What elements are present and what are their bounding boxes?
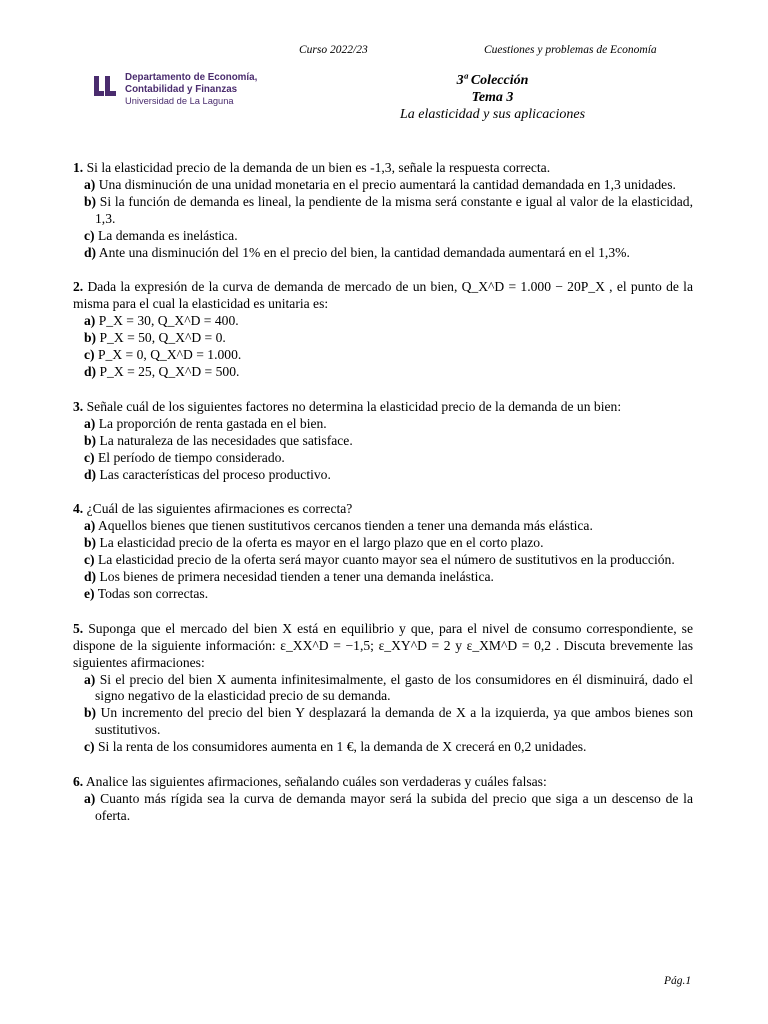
option-letter: a) (84, 518, 96, 534)
answer-option (84, 330, 693, 347)
answer-option (84, 228, 693, 245)
question-text: Si la elasticidad precio de la demanda de un bien es -1,3, señale la respuesta correcta. (86, 160, 551, 175)
document-titles (360, 72, 625, 123)
option-letter: c) (84, 449, 95, 465)
answer-option (84, 569, 693, 586)
option-letter: d) (84, 244, 97, 260)
page-number: Pág.1 (664, 975, 692, 987)
option-letter: c) (84, 227, 95, 243)
collection-title: 3ª Colección (456, 73, 529, 88)
question-text: Dada la expresión de la curva de demanda de mercado de un bien, Q_X^D = 1.000 − 20P_X , el punto de la misma para el cual la elasticidad es unitaria es: (73, 279, 693, 312)
answer-option (84, 535, 693, 552)
answer-option (84, 586, 693, 603)
question-number: 1. (73, 160, 84, 175)
question-stem (73, 399, 693, 416)
option-text: La elasticidad precio de la oferta será mayor cuanto mayor sea el número de sustitutivos en la producción. (97, 552, 675, 568)
question-text: ¿Cuál de las siguientes afirmaciones es correcta? (86, 501, 353, 517)
option-text: Cuanto más rígida sea la curva de demanda mayor será la subida del precio que siga a un descenso de la oferta. (95, 791, 693, 823)
option-text: La proporción de renta gastada en el bien. (98, 415, 327, 431)
topic-title: Tema 3 (471, 90, 514, 105)
question-stem (73, 621, 693, 672)
option-text: Aquellos bienes que tienen sustitutivos cercanos tienden a tener una demanda más elástica. (97, 518, 593, 534)
option-text: Los bienes de primera necesidad tienden a tener una demanda inelástica. (99, 569, 494, 585)
option-text: Todas son correctas. (97, 585, 209, 601)
option-text: El período de tiempo considerado. (97, 449, 285, 465)
answer-option (84, 739, 693, 756)
option-letter: b) (84, 432, 97, 448)
option-letter: c) (84, 347, 95, 363)
answer-option (84, 672, 693, 706)
option-letter: c) (84, 739, 95, 755)
question-text: Suponga que el mercado del bien X está en equilibrio y que, para el nivel de consumo correspondiente, se dispone de la siguiente información: ε_XX^D = −1,5; ε_XY^D = 2 y ε_XM^D = 0,2 . Discuta brevemente las siguientes afirmaciones: (73, 620, 693, 670)
option-letter: d) (84, 569, 97, 585)
answer-option (84, 552, 693, 569)
option-text: P_X = 0, Q_X^D = 1.000. (97, 347, 242, 363)
option-letter: a) (84, 671, 96, 687)
option-text: P_X = 25, Q_X^D = 500. (99, 363, 240, 379)
question-stem (73, 501, 693, 518)
option-text: Si la renta de los consumidores aumenta en 1 €, la demanda de X crecerá en 0,2 unidades. (97, 739, 587, 755)
university-logo (92, 72, 267, 110)
answer-option (84, 347, 693, 364)
question-stem (73, 279, 693, 313)
option-text: La naturaleza de las necesidades que satisface. (99, 432, 353, 448)
option-text: La elasticidad precio de la oferta es mayor en el largo plazo que en el corto plazo. (99, 535, 544, 551)
option-letter: b) (84, 330, 97, 346)
logo-line-3: Universidad de La Laguna (125, 96, 234, 106)
option-text: La demanda es inelástica. (97, 227, 238, 243)
answer-option (84, 433, 693, 450)
question-5 (73, 621, 693, 756)
question-text: Analice las siguientes afirmaciones, señalando cuáles son verdaderas y cuáles falsas: (85, 774, 547, 790)
option-text: P_X = 50, Q_X^D = 0. (99, 330, 226, 346)
option-text: Si la función de demanda es lineal, la pendiente de la misma será constante e igual al valor de la elasticidad, 1,3. (95, 193, 693, 226)
option-letter: d) (84, 363, 97, 379)
option-text: Si el precio del bien X aumenta infinitesimalmente, el gasto de los consumidores en él disminuirá, dado el signo negativo de la elasticidad precio de su demanda. (95, 671, 693, 704)
option-letter: b) (84, 535, 97, 551)
answer-option (84, 177, 693, 194)
option-text: Las características del proceso productivo. (99, 466, 331, 482)
ull-logo-icon (92, 74, 118, 98)
header-subject: Cuestiones y problemas de Economía (484, 44, 657, 56)
answer-option (84, 313, 693, 330)
option-letter: e) (84, 585, 95, 601)
option-text: Una disminución de una unidad monetaria en el precio aumentará la cantidad demandada en 1,3 unidades. (98, 176, 676, 192)
question-2 (73, 279, 693, 380)
question-6 (73, 774, 693, 825)
option-letter: a) (84, 791, 96, 806)
question-3 (73, 399, 693, 484)
answer-option (84, 467, 693, 484)
option-letter: d) (84, 466, 97, 482)
question-number: 5. (73, 620, 84, 636)
option-text: Ante una disminución del 1% en el precio del bien, la cantidad demandada aumentará en el 1,3%. (98, 244, 630, 260)
answer-option (84, 245, 693, 262)
option-letter: a) (84, 415, 96, 431)
option-text: Un incremento del precio del bien Y desplazará la demanda de X a la izquierda, ya que ambos bienes son sustitutivos. (95, 705, 693, 738)
answer-option (84, 364, 693, 381)
option-letter: a) (84, 176, 96, 192)
question-number: 4. (73, 501, 84, 517)
option-text: P_X = 30, Q_X^D = 400. (98, 313, 239, 329)
question-stem (73, 774, 693, 791)
topic-name: La elasticidad y sus aplicaciones (399, 107, 586, 122)
option-letter: b) (84, 193, 97, 209)
answer-option (84, 450, 693, 467)
question-text: Señale cuál de los siguientes factores no determina la elasticidad precio de la demanda de un bien: (86, 398, 622, 414)
answer-option (84, 705, 693, 739)
question-stem (73, 160, 693, 177)
logo-line-2: Contabilidad y Finanzas (125, 83, 238, 95)
question-number: 2. (73, 279, 84, 295)
option-letter: a) (84, 313, 96, 329)
question-number: 3. (73, 398, 84, 414)
answer-option (84, 791, 693, 825)
header-course: Curso 2022/23 (299, 44, 368, 56)
question-4 (73, 501, 693, 602)
answer-option (84, 518, 693, 535)
question-number: 6. (73, 774, 84, 790)
option-letter: c) (84, 552, 95, 568)
logo-line-1: Departamento de Economía, (125, 72, 258, 83)
answer-option (84, 416, 693, 433)
answer-option (84, 194, 693, 228)
question-1 (73, 160, 693, 261)
questions-list (73, 160, 693, 843)
option-letter: b) (84, 705, 97, 721)
